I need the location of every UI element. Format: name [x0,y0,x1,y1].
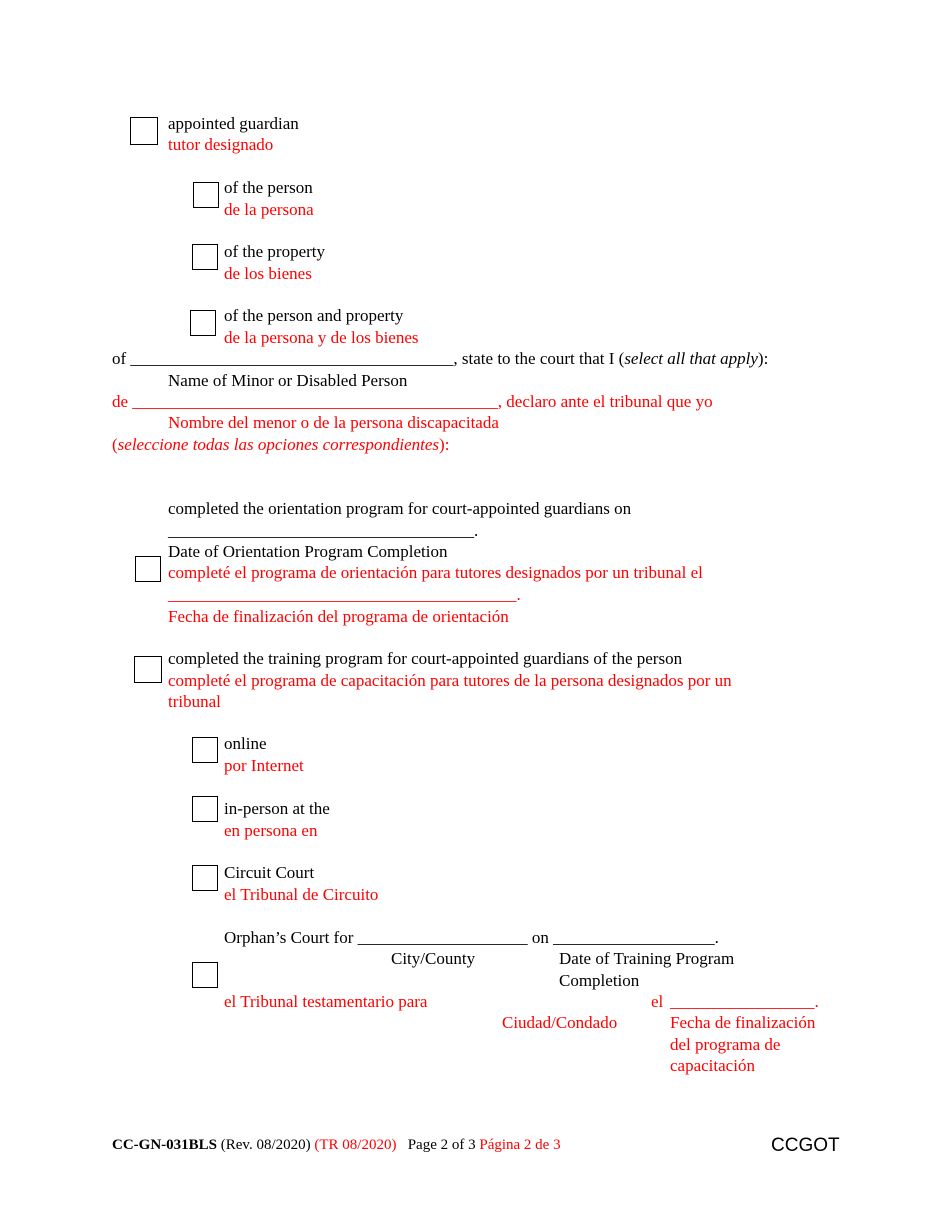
training-text: completed the training program for court-appointed guardians of the person [168,649,683,668]
in-person-label: in-person at the [224,799,330,818]
training-text-es: completé el programa de capacitación para tutores de la persona designados por un [168,671,732,690]
training-date-field-es: _________________. [670,992,819,1011]
orientation-text: completed the orientation program for court-appointed guardians on [168,499,632,518]
select-all-es: (seleccione todas las opciones correspondientes): [112,435,450,454]
circuit-court-checkbox[interactable] [192,865,218,891]
training-date-caption-es: Fecha de finalización [670,1013,816,1032]
el-word-es: el [651,992,664,1011]
of-person-checkbox[interactable] [193,182,219,208]
minor-name-caption: Name of Minor or Disabled Person [168,371,408,390]
state-text: , state to the court that I ( [453,349,625,368]
minor-name-line [112,348,768,369]
orientation-checkbox[interactable] [135,556,161,582]
city-county-field[interactable]: ____________________ [357,928,528,947]
in-person-label-es: en persona en [224,821,318,840]
page-number: Page 2 of 3 [407,1137,476,1153]
training-text-es-cont: tribunal [168,692,221,711]
city-county-caption-es: Ciudad/Condado [502,1013,618,1032]
city-county-caption: City/County [391,949,476,968]
revision: (Rev. 08/2020) [220,1137,311,1153]
page-number-es: Página 2 de 3 [479,1137,561,1153]
in-person-checkbox[interactable] [192,796,218,822]
orphans-court-label-es: el Tribunal testamentario para [224,992,428,1011]
of-person-and-property-checkbox[interactable] [190,310,216,336]
state-text-end: ): [757,349,769,368]
online-label: online [224,734,267,753]
de-word: de [112,392,129,411]
training-date-caption: Date of Training Program [559,949,735,968]
minor-name-field-es: ___________________________________________ [132,392,498,411]
minor-name-line-es [112,391,713,412]
orientation-date-caption-es: Fecha de finalización del programa de orientación [168,607,509,626]
form-id: CC-GN-031BLS [112,1137,218,1153]
on-word: on [531,928,549,947]
form-code: CCGOT [771,1135,840,1156]
appointed-guardian-label: appointed guardian [168,114,299,133]
minor-name-field[interactable]: ______________________________________ [130,349,454,368]
training-date-field[interactable]: ___________________. [553,928,719,947]
training-date-caption-es-2: del programa de [670,1035,781,1054]
of-person-label: of the person [224,178,313,197]
training-date-caption-es-3: capacitación [670,1056,755,1075]
translation-revision: (TR 08/2020) [314,1137,397,1153]
online-checkbox[interactable] [192,737,218,763]
orientation-date-field-es: _________________________________________. [168,585,521,604]
appointed-guardian-checkbox[interactable] [130,117,158,145]
orientation-date-field[interactable]: ____________________________________. [168,521,479,540]
training-checkbox[interactable] [134,656,162,683]
of-word: of [112,349,127,368]
orphans-court-label: Orphan’s Court for [224,928,354,947]
declare-text-es: , declaro ante el tribunal que yo [497,392,713,411]
online-label-es: por Internet [224,756,304,775]
orphans-court-checkbox[interactable] [192,962,218,988]
orientation-text-es: completé el programa de orientación para tutores designados por un tribunal el [168,563,703,582]
of-property-checkbox[interactable] [192,244,218,270]
footer [112,1135,561,1156]
of-property-label-es: de los bienes [224,264,312,283]
select-all-text: select all that apply [624,349,758,368]
orientation-date-caption: Date of Orientation Program Completion [168,542,448,561]
of-property-label: of the property [224,242,326,261]
circuit-court-label-es: el Tribunal de Circuito [224,885,379,904]
of-person-and-property-label-es: de la persona y de los bienes [224,328,419,347]
circuit-court-label: Circuit Court [224,863,315,882]
of-person-label-es: de la persona [224,200,314,219]
of-person-and-property-label: of the person and property [224,306,404,325]
orphans-court-line [224,927,719,948]
minor-name-caption-es: Nombre del menor o de la persona discapacitada [168,413,499,432]
appointed-guardian-label-es: tutor designado [168,135,274,154]
training-date-caption-cont: Completion [559,971,640,990]
